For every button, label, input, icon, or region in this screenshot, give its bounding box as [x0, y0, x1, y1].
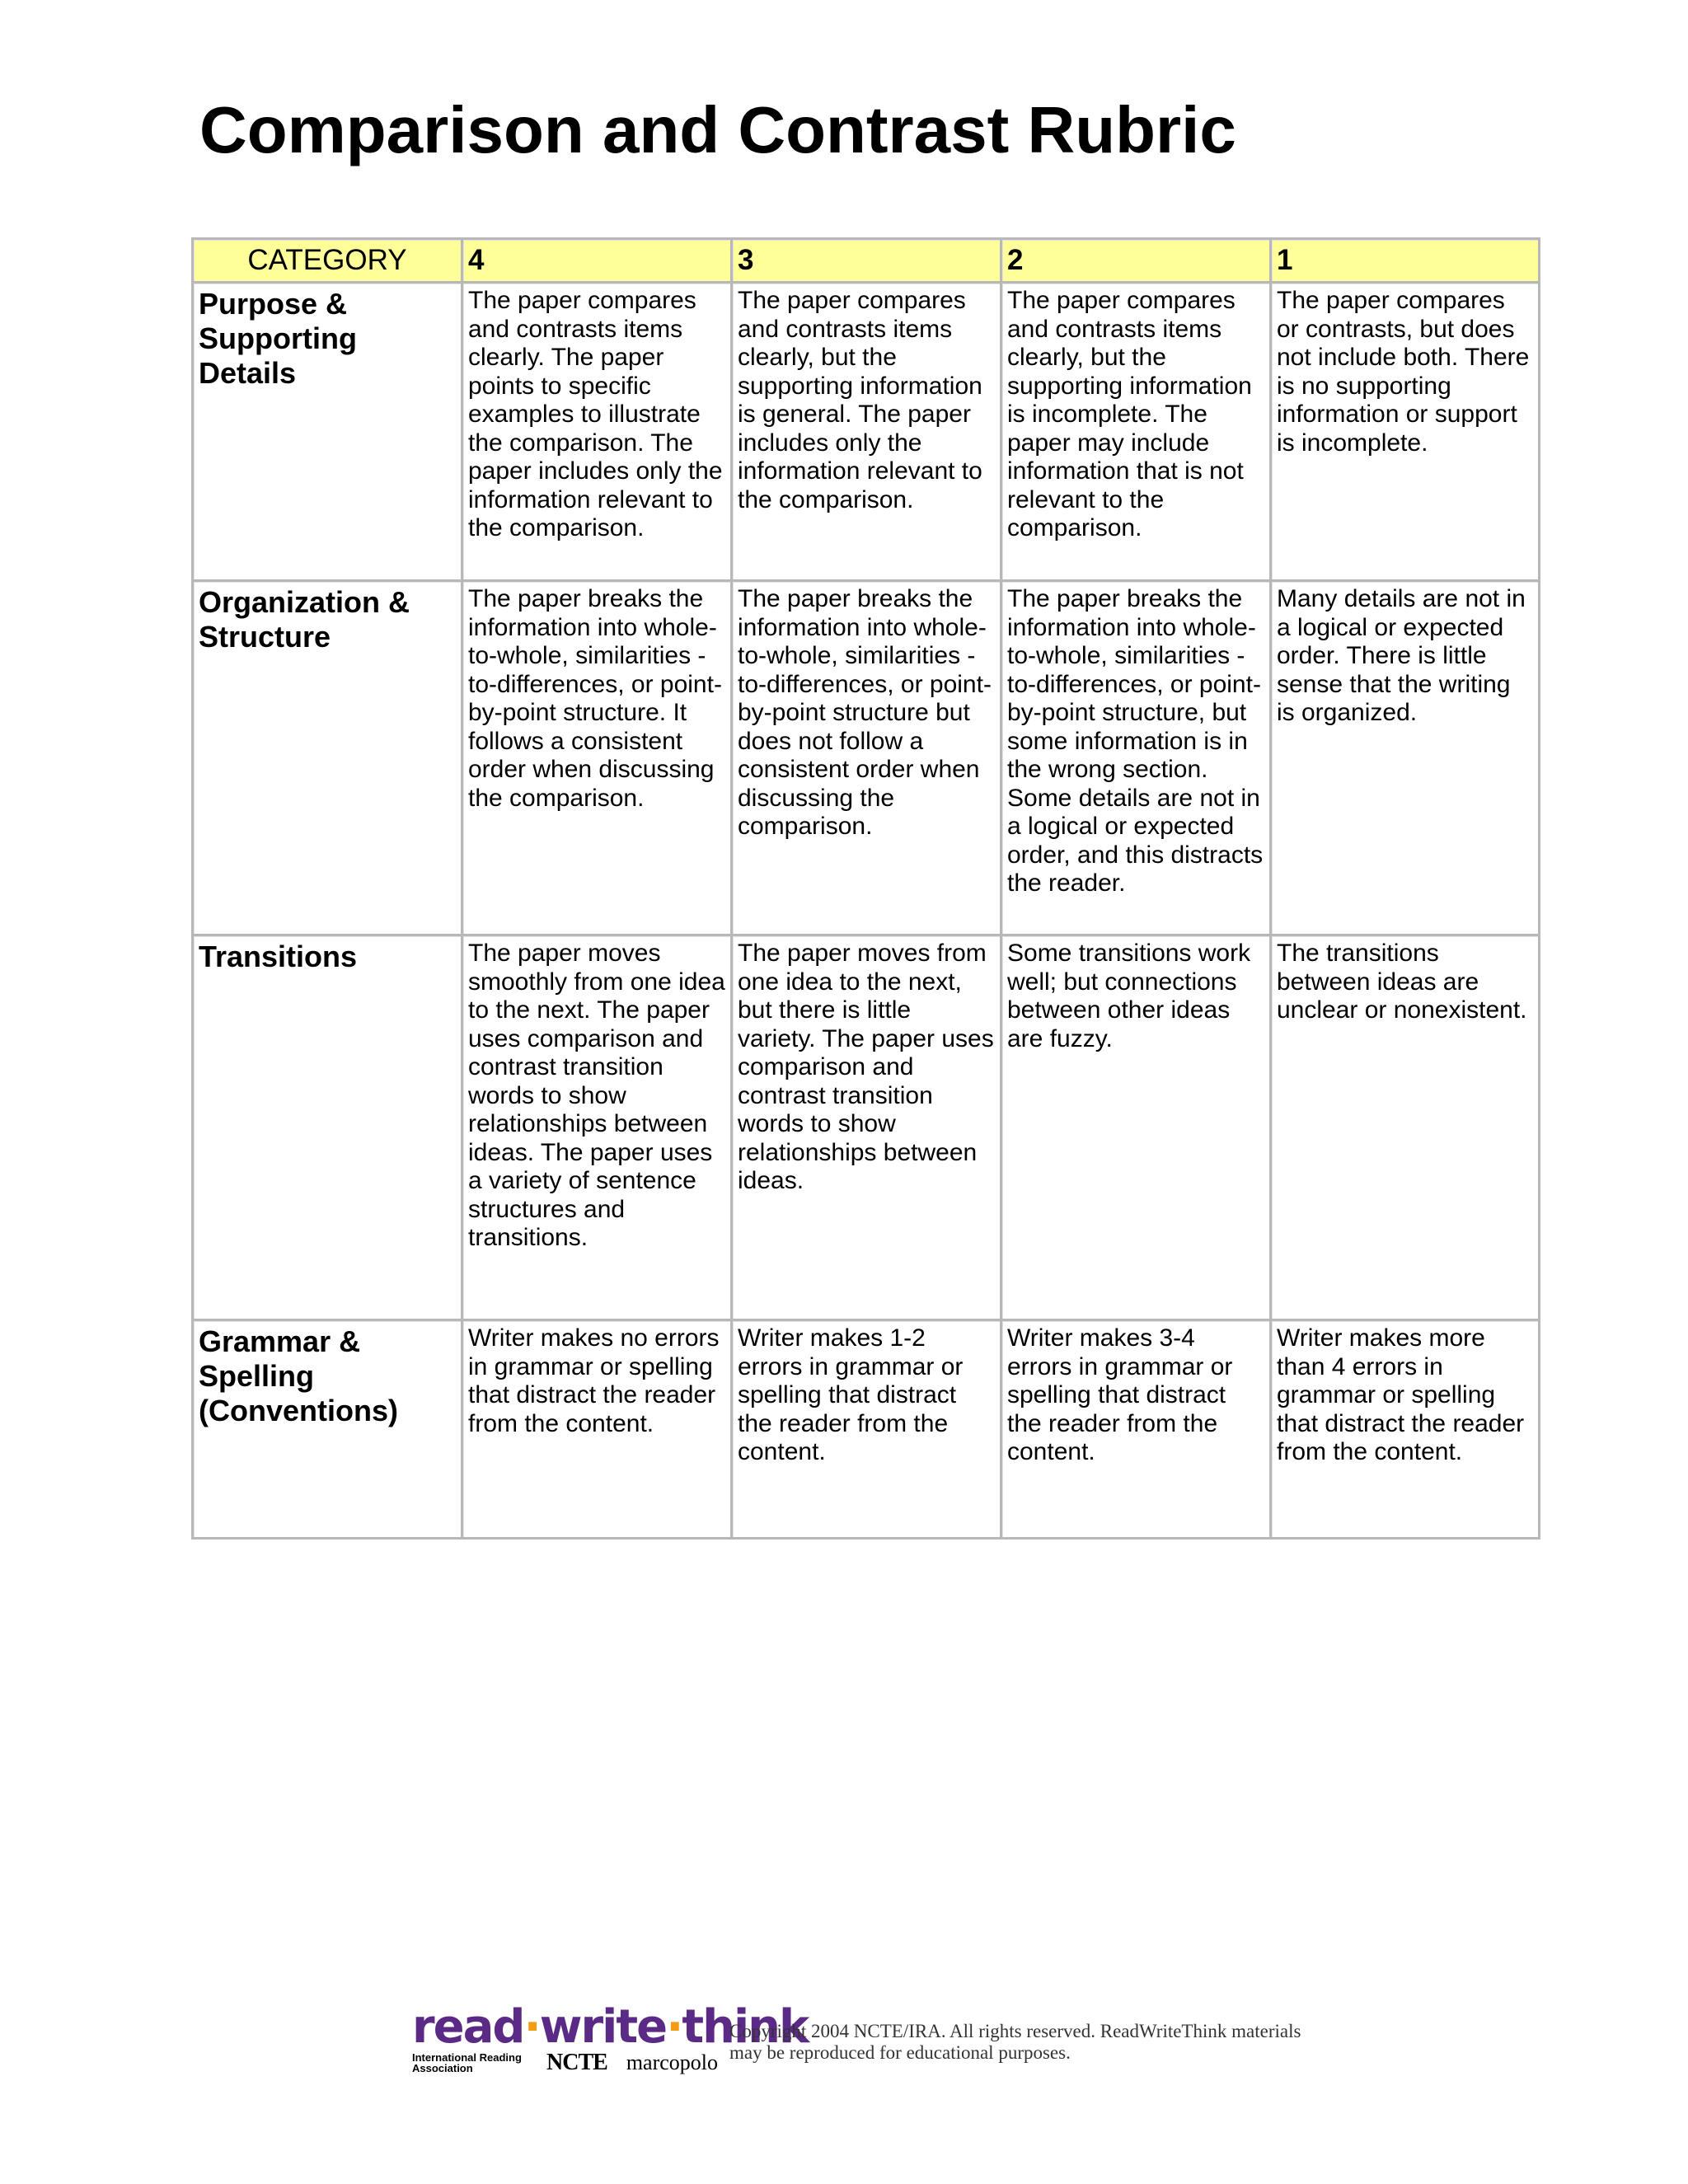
page-title: Comparison and Contrast Rubric	[199, 93, 1236, 166]
descriptor-cell: The paper breaks the information into whole-to-whole, similarities -to-differences, or point-by-point structure but does not follow a consistent order when discussing the comparison.	[732, 581, 1001, 935]
rubric-table	[191, 237, 1540, 1540]
copyright-notice: Copyright 2004 NCTE/IRA. All rights reserved. ReadWriteThink materials may be reproduced for educational purposes.	[729, 2021, 1301, 2063]
descriptor-cell: The paper moves from one idea to the next, but there is little variety. The paper uses comparison and contrast transition words to show relationships between ideas.	[732, 935, 1001, 1320]
descriptor-cell: The paper moves smoothly from one idea to the next. The paper uses comparison and contrast transition words to show relationships between ideas. The paper uses a variety of sentence structures and transitions.	[462, 935, 732, 1320]
descriptor-cell: Writer makes no errors in grammar or spelling that distract the reader from the content.	[462, 1320, 732, 1539]
ira-logo: International Reading Association	[412, 2051, 522, 2074]
header-score-4: 4	[462, 239, 732, 283]
category-label: Transitions	[193, 935, 462, 1320]
rubric-row-grammar	[193, 1320, 1540, 1539]
rubric-row-purpose	[193, 283, 1540, 581]
header-score-1: 1	[1271, 239, 1540, 283]
header-score-3: 3	[732, 239, 1001, 283]
descriptor-cell: Writer makes more than 4 errors in grammar or spelling that distract the reader from the content.	[1271, 1320, 1540, 1539]
descriptor-cell: The paper compares and contrasts items clearly, but the supporting information is incomplete. The paper may include information that is not relevant to the comparison.	[1001, 283, 1271, 581]
header-score-2: 2	[1001, 239, 1271, 283]
descriptor-cell: Some transitions work well; but connections between other ideas are fuzzy.	[1001, 935, 1271, 1320]
descriptor-cell: Writer makes 1-2 errors in grammar or spelling that distract the reader from the content.	[732, 1320, 1001, 1539]
descriptor-cell: The paper compares and contrasts items clearly, but the supporting information is general. The paper includes only the information relevant to the comparison.	[732, 283, 1001, 581]
descriptor-cell: The transitions between ideas are unclear or nonexistent.	[1271, 935, 1540, 1320]
category-label: Purpose & Supporting Details	[193, 283, 462, 581]
logo-word-think: think	[682, 2000, 809, 2054]
logo-separator: ·	[523, 2000, 540, 2054]
logo-word-read: read	[412, 2000, 524, 2054]
descriptor-cell: The paper breaks the information into whole-to-whole, similarities -to-differences, or point-by-point structure, but some information is in the wrong section. Some details are not in a logical or expected order, and this distracts the reader.	[1001, 581, 1271, 935]
descriptor-cell: The paper compares or contrasts, but does not include both. There is no supporting information or support is incomplete.	[1271, 283, 1540, 581]
descriptor-cell: Writer makes 3-4 errors in grammar or spelling that distract the reader from the content.	[1001, 1320, 1271, 1539]
descriptor-cell: The paper compares and contrasts items clearly. The paper points to specific examples to illustrate the comparison. The paper includes only the information relevant to the comparison.	[462, 283, 732, 581]
rubric-row-transitions	[193, 935, 1540, 1320]
descriptor-cell: The paper breaks the information into whole-to-whole, similarities -to-differences, or point-by-point structure. It follows a consistent order when discussing the comparison.	[462, 581, 732, 935]
logo-separator: ·	[666, 2000, 682, 2054]
marcopolo-logo: marcopolo	[626, 2050, 719, 2074]
descriptor-cell: Many details are not in a logical or expected order. There is little sense that the writing is organized.	[1271, 581, 1540, 935]
category-label: Organization & Structure	[193, 581, 462, 935]
logo-word-write: write	[539, 2000, 667, 2054]
category-label: Grammar & Spelling (Conventions)	[193, 1320, 462, 1539]
footer	[412, 2000, 1319, 2079]
header-category: CATEGORY	[193, 239, 462, 283]
ncte-logo: NCTE	[546, 2050, 607, 2075]
partner-logos	[412, 2052, 733, 2074]
rubric-row-organization	[193, 581, 1540, 935]
rubric-header-row	[193, 239, 1540, 283]
